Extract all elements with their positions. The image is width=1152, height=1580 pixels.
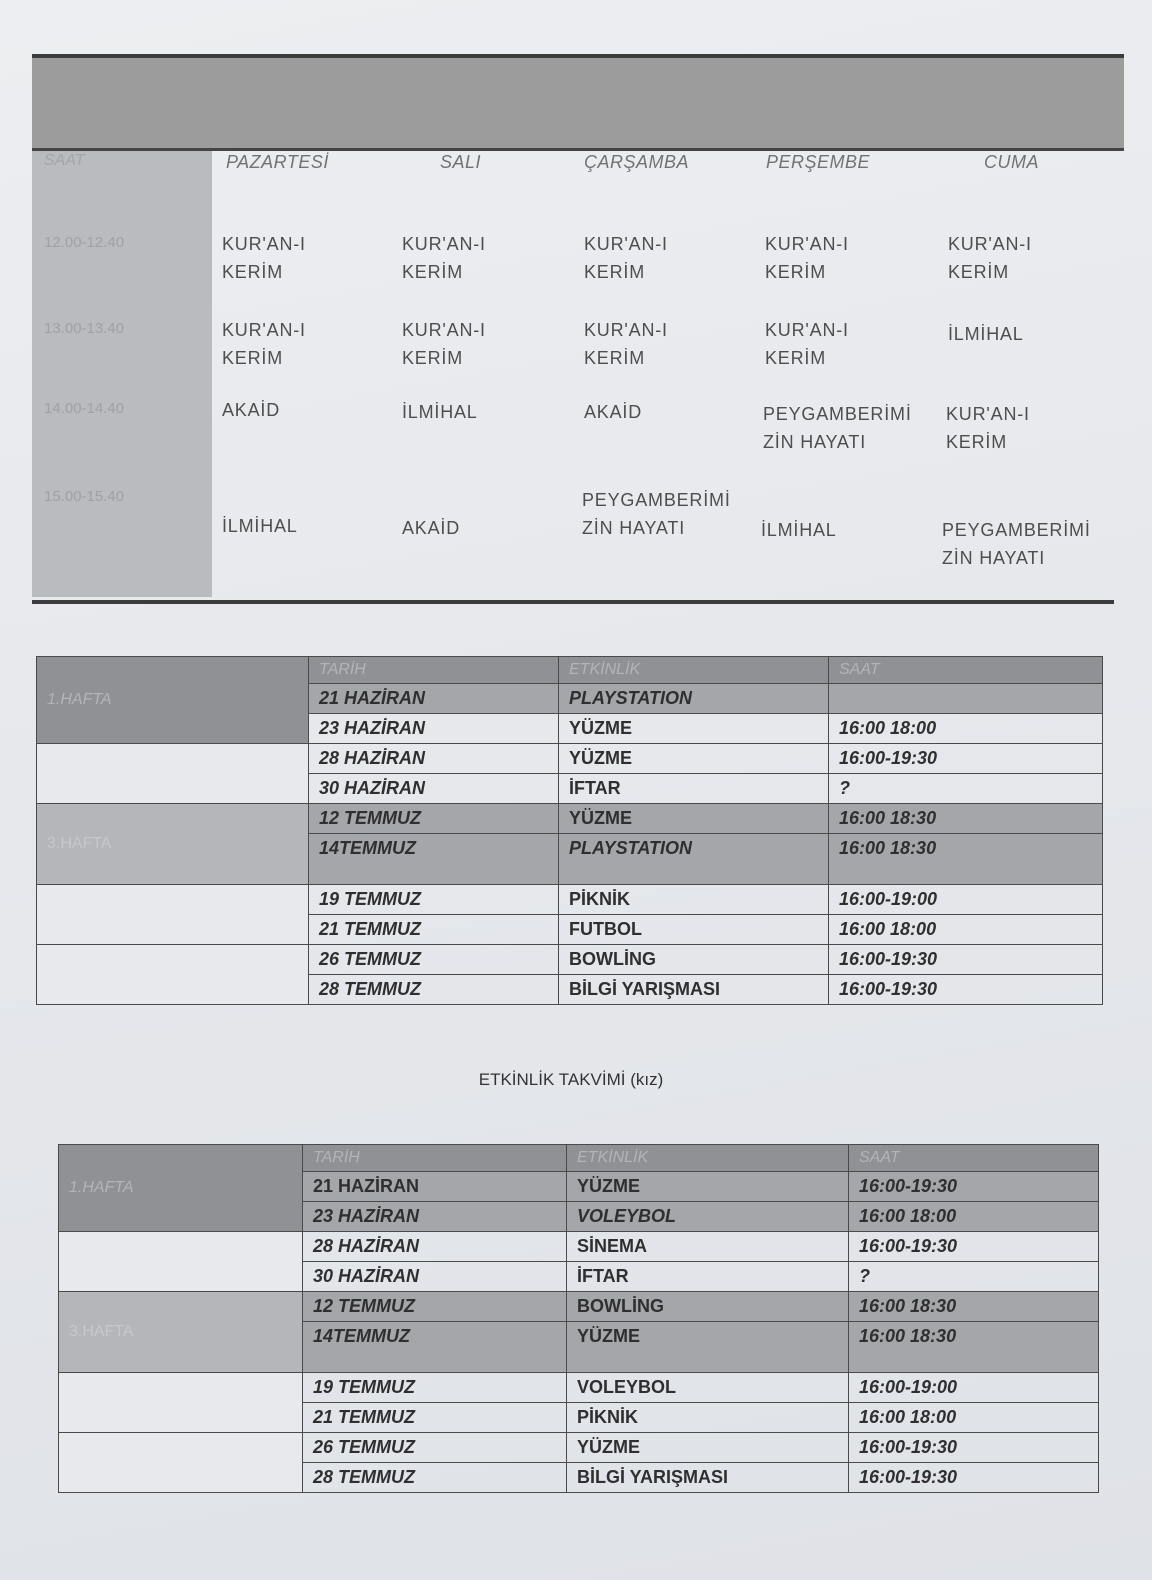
row-time: 16:00 18:30 [849,1292,1099,1322]
header-activity: ETKİNLİK [559,657,829,684]
lesson-cell: AKAİD [222,400,281,420]
row-date: 19 TEMMUZ [309,885,559,915]
row-date: 28 HAZİRAN [303,1232,567,1262]
row-time: 16:00-19:30 [829,945,1103,975]
activity-table-girls [58,1144,1099,1493]
row-activity: BOWLİNG [567,1292,849,1322]
lesson-cell: İLMİHAL [402,402,478,422]
activity-table-boys [36,656,1103,1005]
week-3-label: 3.HAFTA [59,1292,303,1373]
row-activity: İFTAR [567,1262,849,1292]
time-column [32,151,212,597]
week-3-label: 3.HAFTA [37,804,309,885]
week-2-cell [59,1232,303,1292]
row-time: 16:00-19:30 [849,1433,1099,1463]
lesson-cell: PEYGAMBERİMİ ZİN HAYATI [763,404,912,452]
row-date: 12 TEMMUZ [303,1292,567,1322]
row-activity: YÜZME [567,1172,849,1202]
row-time: 16:00-19:30 [829,975,1103,1005]
lesson-cell: KUR'AN-I KERİM [946,404,1030,452]
day-header-wednesday: ÇARŞAMBA [584,152,690,172]
row-date: 23 HAZİRAN [303,1202,567,1232]
row-activity: İFTAR [559,774,829,804]
row-date: 19 TEMMUZ [303,1373,567,1403]
girls-table-caption: ETKİNLİK TAKVİMİ (kız) [478,1070,664,1089]
table-row [59,1373,1099,1403]
time-slot-4: 15.00-15.40 [44,488,125,505]
row-date: 28 TEMMUZ [309,975,559,1005]
row-date: 21 HAZİRAN [309,684,559,714]
row-activity: YÜZME [559,804,829,834]
row-date: 30 HAZİRAN [303,1262,567,1292]
table-row [37,744,1103,774]
row-activity: BİLGİ YARIŞMASI [559,975,829,1005]
schedule-bottom-rule [32,600,1114,604]
lesson-cell: AKAİD [402,518,461,538]
row-time: ? [849,1262,1099,1292]
row-time: 16:00 18:30 [849,1322,1099,1373]
table-row [59,1433,1099,1463]
row-time: 16:00 18:00 [829,915,1103,945]
row-date: 26 TEMMUZ [309,945,559,975]
lesson-cell: KUR'AN-I KERİM [584,320,668,368]
time-slot-1: 12.00-12.40 [44,234,125,251]
table-row [59,1232,1099,1262]
header-time: SAAT [829,657,1103,684]
time-slot-3: 14.00-14.40 [44,400,125,417]
day-header-thursday: PERŞEMBE [766,152,871,172]
lesson-cell: KUR'AN-I KERİM [765,234,849,282]
row-time: 16:00-19:00 [829,885,1103,915]
row-activity: PİKNİK [567,1403,849,1433]
lesson-cell: KUR'AN-I KERİM [948,234,1032,282]
row-date: 14TEMMUZ [309,834,559,885]
table-header-row [37,657,1103,684]
row-date: 21 TEMMUZ [309,915,559,945]
row-activity: PİKNİK [559,885,829,915]
row-date: 12 TEMMUZ [309,804,559,834]
time-column-header: SAAT [44,152,85,169]
row-time: 16:00-19:00 [849,1373,1099,1403]
week-4-cell [59,1373,303,1433]
row-date: 21 HAZİRAN [303,1172,567,1202]
schedule-header-band [32,58,1124,151]
header-activity: ETKİNLİK [567,1145,849,1172]
row-activity: VOLEYBOL [567,1202,849,1232]
row-time: 16:00 18:00 [849,1403,1099,1433]
header-time: SAAT [849,1145,1099,1172]
row-time: 16:00 18:30 [829,834,1103,885]
row-activity: VOLEYBOL [567,1373,849,1403]
week-2-cell [37,744,309,804]
lesson-cell: PEYGAMBERİMİ ZİN HAYATI [942,520,1091,568]
header-date: TARİH [309,657,559,684]
row-time: 16:00 18:00 [849,1202,1099,1232]
week-5-cell [59,1433,303,1493]
week-1-label: 1.HAFTA [37,657,309,744]
table-row [59,1292,1099,1322]
lesson-schedule [32,54,1124,606]
lesson-cell: KUR'AN-I KERİM [402,320,486,368]
row-activity: FUTBOL [559,915,829,945]
lesson-cell: İLMİHAL [222,516,298,536]
row-activity: BOWLİNG [559,945,829,975]
row-time: 16:00-19:30 [849,1172,1099,1202]
row-activity: YÜZME [559,744,829,774]
row-activity: YÜZME [567,1433,849,1463]
row-date: 26 TEMMUZ [303,1433,567,1463]
lesson-cell: KUR'AN-I KERİM [402,234,486,282]
row-time: 16:00-19:30 [829,744,1103,774]
row-date: 14TEMMUZ [303,1322,567,1373]
table-row [37,885,1103,915]
header-date: TARİH [303,1145,567,1172]
day-header-tuesday: SALI [440,152,482,172]
lesson-cell: PEYGAMBERİMİ ZİN HAYATI [582,490,731,538]
row-activity: SİNEMA [567,1232,849,1262]
row-time: ? [829,774,1103,804]
row-activity: YÜZME [567,1322,849,1373]
row-time: 16:00-19:30 [849,1232,1099,1262]
lesson-cell: İLMİHAL [761,520,837,540]
lesson-cell: KUR'AN-I KERİM [584,234,668,282]
lesson-cell: AKAİD [584,402,643,422]
week-4-cell [37,885,309,945]
day-header-monday: PAZARTESİ [226,152,329,172]
row-activity: BİLGİ YARIŞMASI [567,1463,849,1493]
lesson-cell: İLMİHAL [948,324,1024,344]
row-date: 23 HAZİRAN [309,714,559,744]
time-slot-2: 13.00-13.40 [44,320,125,337]
row-date: 28 TEMMUZ [303,1463,567,1493]
table-row [37,804,1103,834]
lesson-cell: KUR'AN-I KERİM [222,234,306,282]
table-row [37,945,1103,975]
row-activity: PLAYSTATION [559,834,829,885]
table-header-row [59,1145,1099,1172]
row-time: 16:00 18:00 [829,714,1103,744]
day-header-friday: CUMA [984,152,1039,172]
row-date: 30 HAZİRAN [309,774,559,804]
row-time [829,684,1103,714]
row-activity: YÜZME [559,714,829,744]
row-activity: PLAYSTATION [559,684,829,714]
row-time: 16:00 18:30 [829,804,1103,834]
row-date: 21 TEMMUZ [303,1403,567,1433]
lesson-cell: KUR'AN-I KERİM [222,320,306,368]
week-5-cell [37,945,309,1005]
row-date: 28 HAZİRAN [309,744,559,774]
week-1-label: 1.HAFTA [59,1145,303,1232]
lesson-cell: KUR'AN-I KERİM [765,320,849,368]
row-time: 16:00-19:30 [849,1463,1099,1493]
